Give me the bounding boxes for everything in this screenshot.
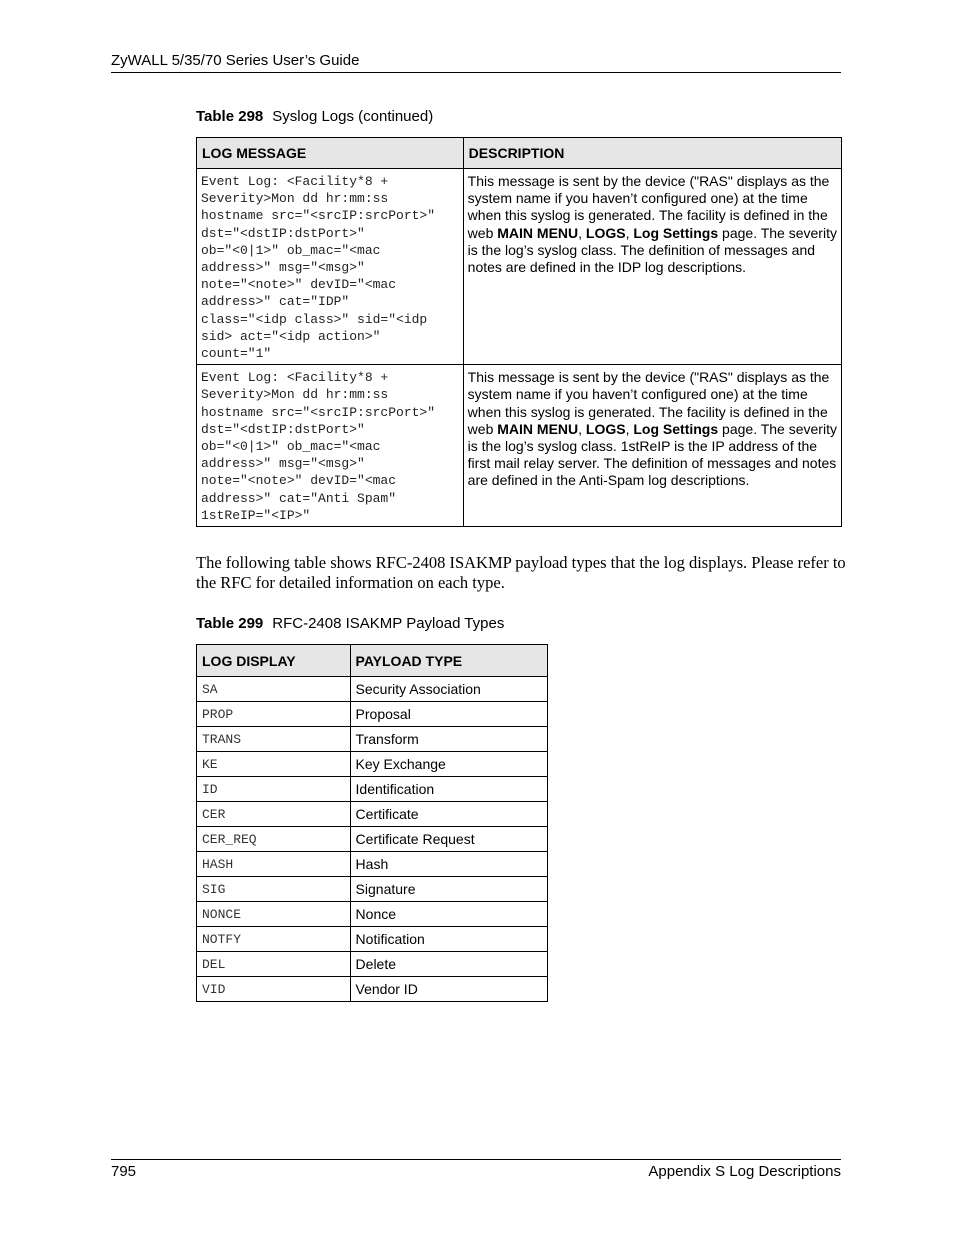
payload-type-cell: Notification bbox=[350, 927, 547, 952]
log-display-cell: NONCE bbox=[197, 902, 351, 927]
table-row bbox=[197, 902, 548, 927]
payload-type-cell: Delete bbox=[350, 952, 547, 977]
table-header-row bbox=[197, 138, 842, 169]
table-row bbox=[197, 952, 548, 977]
log-display-cell: CER_REQ bbox=[197, 827, 351, 852]
table-row bbox=[197, 752, 548, 777]
guide-title: ZyWALL 5/35/70 Series User’s Guide bbox=[111, 52, 360, 69]
menu-name: Log Settings bbox=[633, 224, 719, 241]
table-299-number: Table 299 bbox=[196, 615, 264, 632]
table-row bbox=[197, 702, 548, 727]
log-message-cell: Event Log: <Facility*8 + Severity>Mon dd hr:mm:ss hostname src="<srcIP:srcPort>" dst="<dstIP:dstPort>" ob="<0|1>" ob_mac="<mac address>" msg="<msg>" note="<note>" devID="<mac address>" cat="Anti Spam" 1stReIP="<IP>" bbox=[197, 365, 464, 527]
column-header-description: DESCRIPTION bbox=[463, 138, 841, 169]
payload-type-cell: Certificate bbox=[350, 802, 547, 827]
payload-type-cell: Key Exchange bbox=[350, 752, 547, 777]
log-message-cell: Event Log: <Facility*8 + Severity>Mon dd hr:mm:ss hostname src="<srcIP:srcPort>" dst="<dstIP:dstPort>" ob="<0|1>" ob_mac="<mac address>" msg="<msg>" note="<note>" devID="<mac address>" cat="IDP" class="<idp class>" sid="<idp sid> act="<idp action>" count="1" bbox=[197, 169, 464, 365]
description-cell bbox=[463, 169, 841, 365]
table-row bbox=[197, 852, 548, 877]
table-298-title: Syslog Logs (continued) bbox=[272, 108, 434, 125]
log-display-cell: SA bbox=[197, 677, 351, 702]
menu-name: LOGS bbox=[585, 224, 626, 241]
table-row bbox=[197, 777, 548, 802]
log-display-cell: HASH bbox=[197, 852, 351, 877]
body-paragraph: The following table shows RFC-2408 ISAKMP payload types that the log displays. Please refer to the RFC for detailed information on each type. bbox=[196, 553, 846, 592]
menu-name: Log Settings bbox=[633, 420, 719, 437]
log-display-cell: NOTFY bbox=[197, 927, 351, 952]
separator: , bbox=[578, 224, 586, 241]
log-display-cell: KE bbox=[197, 752, 351, 777]
table-row bbox=[197, 727, 548, 752]
table-row bbox=[197, 977, 548, 1002]
menu-name: MAIN MENU bbox=[497, 224, 579, 241]
log-display-cell: CER bbox=[197, 802, 351, 827]
separator: , bbox=[625, 224, 634, 241]
table-298-number: Table 298 bbox=[196, 108, 264, 125]
table-row bbox=[197, 927, 548, 952]
table-row bbox=[197, 827, 548, 852]
table-299-caption bbox=[196, 615, 504, 633]
table-row bbox=[197, 877, 548, 902]
log-display-cell: DEL bbox=[197, 952, 351, 977]
table-row bbox=[197, 169, 842, 365]
column-header-payload-type: PAYLOAD TYPE bbox=[350, 645, 547, 677]
log-display-cell: ID bbox=[197, 777, 351, 802]
column-header-log-display: LOG DISPLAY bbox=[197, 645, 351, 677]
column-header-log-message: LOG MESSAGE bbox=[197, 138, 464, 169]
payload-type-cell: Transform bbox=[350, 727, 547, 752]
table-row bbox=[197, 365, 842, 527]
payload-type-cell: Security Association bbox=[350, 677, 547, 702]
log-display-cell: TRANS bbox=[197, 727, 351, 752]
payload-type-cell: Hash bbox=[350, 852, 547, 877]
menu-name: LOGS bbox=[585, 420, 626, 437]
log-display-cell: PROP bbox=[197, 702, 351, 727]
table-header-row bbox=[197, 645, 548, 677]
page-number: 795 bbox=[111, 1163, 137, 1180]
description-text: This message is sent by the device ("RAS" displays as the system name if you haven’t configured one) at the time when this syslog is generated. The facility is defined in the web bbox=[467, 369, 830, 437]
payload-type-cell: Certificate Request bbox=[350, 827, 547, 852]
syslog-logs-table bbox=[196, 137, 842, 527]
payload-type-cell: Signature bbox=[350, 877, 547, 902]
description-text: This message is sent by the device ("RAS" displays as the system name if you haven’t configured one) at the time when this syslog is generated. The facility is defined in the web bbox=[467, 173, 830, 241]
payload-type-cell: Proposal bbox=[350, 702, 547, 727]
description-cell bbox=[463, 365, 841, 527]
table-299-title: RFC-2408 ISAKMP Payload Types bbox=[272, 615, 505, 632]
description-text: page. The severity is the log’s syslog class. 1stReIP is the IP address of the first mail relay server. The definition of messages and notes are defined in the Anti-Spam log descriptions. bbox=[467, 420, 837, 489]
log-display-cell: VID bbox=[197, 977, 351, 1002]
log-display-cell: SIG bbox=[197, 877, 351, 902]
section-title: Appendix S Log Descriptions bbox=[648, 1163, 841, 1180]
table-298-caption bbox=[196, 108, 433, 126]
table-row bbox=[197, 802, 548, 827]
menu-name: MAIN MENU bbox=[497, 420, 579, 437]
payload-type-cell: Vendor ID bbox=[350, 977, 547, 1002]
payload-type-cell: Nonce bbox=[350, 902, 547, 927]
page-header bbox=[111, 51, 841, 73]
description-text: page. The severity is the log’s syslog class. The definition of messages and notes are defined in the IDP log descriptions. bbox=[467, 224, 837, 276]
table-row bbox=[197, 677, 548, 702]
payload-type-cell: Identification bbox=[350, 777, 547, 802]
page-footer bbox=[111, 1159, 841, 1182]
separator: , bbox=[578, 420, 586, 437]
separator: , bbox=[625, 420, 634, 437]
isakmp-payload-table bbox=[196, 644, 548, 1002]
